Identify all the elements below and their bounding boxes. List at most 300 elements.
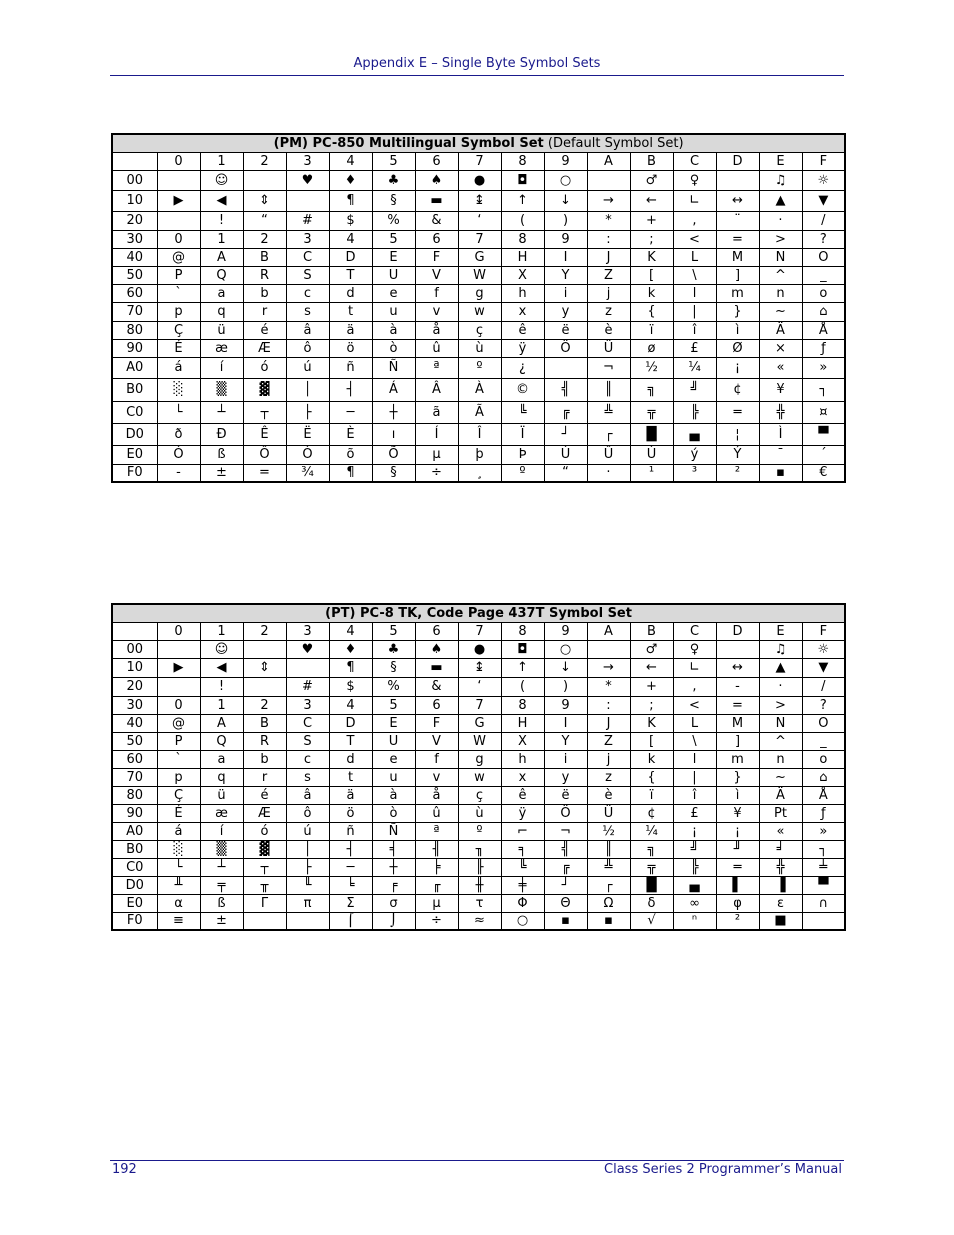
symbol-cell: ╒: [372, 876, 415, 894]
symbol-cell: ø: [630, 339, 673, 357]
symbol-cell: É: [157, 804, 200, 822]
symbol-cell: ¤: [802, 401, 845, 423]
symbol-cell: N: [759, 714, 802, 732]
symbol-cell: |: [673, 768, 716, 786]
table-row: [112, 464, 845, 482]
symbol-cell: Þ: [501, 445, 544, 464]
symbol-cell: î: [673, 321, 716, 339]
symbol-cell: w: [458, 302, 501, 321]
symbol-cell: ù: [458, 804, 501, 822]
symbol-cell: g: [458, 750, 501, 768]
symbol-cell: ■: [759, 912, 802, 930]
symbol-cell: p: [157, 768, 200, 786]
symbol-cell: U: [372, 732, 415, 750]
symbol-cell: D: [329, 714, 372, 732]
symbol-cell: M: [716, 248, 759, 266]
symbol-cell: 2: [243, 696, 286, 714]
symbol-cell: ╝: [673, 840, 716, 858]
symbol-cell: È: [329, 423, 372, 445]
pt-symbol-table: [111, 603, 846, 931]
symbol-cell: î: [673, 786, 716, 804]
table-row: [112, 858, 845, 876]
symbol-cell: (: [501, 211, 544, 230]
symbol-cell: ⌂: [802, 768, 845, 786]
symbol-cell: ╓: [415, 876, 458, 894]
column-header: 3: [286, 152, 329, 170]
corner-cell: [112, 152, 157, 170]
symbol-cell: [243, 677, 286, 696]
table-row: [112, 378, 845, 401]
symbol-cell: E: [372, 714, 415, 732]
symbol-cell: ¶: [329, 190, 372, 211]
symbol-cell: h: [501, 750, 544, 768]
column-header: 2: [243, 152, 286, 170]
symbol-cell: @: [157, 714, 200, 732]
column-header: 9: [544, 152, 587, 170]
symbol-cell: ↑: [501, 190, 544, 211]
symbol-cell: [157, 211, 200, 230]
symbol-cell: Ã: [458, 401, 501, 423]
symbol-cell: “: [243, 211, 286, 230]
symbol-cell: À: [458, 378, 501, 401]
symbol-cell: ¬: [587, 357, 630, 378]
symbol-cell: k: [630, 284, 673, 302]
symbol-cell: Γ: [243, 894, 286, 912]
symbol-cell: -: [716, 677, 759, 696]
symbol-cell: â: [286, 321, 329, 339]
table-row: [112, 284, 845, 302]
header-rule: [110, 75, 844, 76]
symbol-cell: 6: [415, 230, 458, 248]
symbol-cell: ·: [759, 677, 802, 696]
row-label: 80: [112, 786, 157, 804]
table-row: [112, 339, 845, 357]
symbol-cell: $: [329, 677, 372, 696]
symbol-cell: ←: [630, 190, 673, 211]
symbol-cell: U: [372, 266, 415, 284]
symbol-cell: ♥: [286, 170, 329, 190]
symbol-cell: µ: [415, 445, 458, 464]
symbol-cell: ┘: [544, 423, 587, 445]
symbol-cell: ½: [630, 357, 673, 378]
row-label: 50: [112, 266, 157, 284]
column-header: 4: [329, 152, 372, 170]
symbol-cell: L: [673, 714, 716, 732]
symbol-cell: :: [587, 230, 630, 248]
table-row: [112, 640, 845, 658]
symbol-cell: ┴: [200, 858, 243, 876]
symbol-cell: ê: [501, 321, 544, 339]
symbol-cell: <: [673, 230, 716, 248]
symbol-cell: Ñ: [372, 822, 415, 840]
symbol-cell: Â: [415, 378, 458, 401]
symbol-cell: ë: [544, 321, 587, 339]
symbol-cell: u: [372, 302, 415, 321]
column-header: 1: [200, 622, 243, 640]
symbol-cell: «: [759, 822, 802, 840]
symbol-cell: ╠: [673, 858, 716, 876]
symbol-cell: á: [157, 822, 200, 840]
symbol-cell: ╨: [157, 876, 200, 894]
symbol-cell: ▪: [587, 912, 630, 930]
table-row: [112, 840, 845, 858]
symbol-cell: >: [759, 230, 802, 248]
symbol-cell: ║: [587, 840, 630, 858]
symbol-cell: Y: [544, 266, 587, 284]
symbol-cell: W: [458, 732, 501, 750]
symbol-cell: Ý: [716, 445, 759, 464]
symbol-cell: ░: [157, 840, 200, 858]
symbol-cell: ƒ: [802, 339, 845, 357]
symbol-cell: É: [157, 339, 200, 357]
symbol-cell: n: [759, 284, 802, 302]
symbol-cell: ╞: [415, 858, 458, 876]
symbol-cell: Ç: [157, 786, 200, 804]
symbol-cell: ⌠: [329, 912, 372, 930]
row-label: D0: [112, 423, 157, 445]
symbol-cell: [243, 170, 286, 190]
symbol-cell: ¯: [759, 445, 802, 464]
symbol-cell: =: [243, 464, 286, 482]
symbol-cell: %: [372, 677, 415, 696]
symbol-cell: ï: [630, 786, 673, 804]
symbol-cell: ì: [716, 321, 759, 339]
symbol-cell: ¼: [630, 822, 673, 840]
symbol-cell: Ú: [544, 445, 587, 464]
symbol-cell: ã: [415, 401, 458, 423]
symbol-cell: ├: [286, 858, 329, 876]
symbol-cell: S: [286, 732, 329, 750]
table-row: [112, 321, 845, 339]
symbol-cell: !: [200, 211, 243, 230]
symbol-cell: ¼: [673, 357, 716, 378]
symbol-cell: X: [501, 732, 544, 750]
footer-rule: [110, 1160, 844, 1161]
symbol-cell: N: [759, 248, 802, 266]
symbol-cell: $: [329, 211, 372, 230]
symbol-cell: ‘: [458, 211, 501, 230]
symbol-cell: -: [157, 464, 200, 482]
symbol-cell: M: [716, 714, 759, 732]
manual-title: Class Series 2 Programmer’s Manual: [604, 1162, 842, 1177]
symbol-cell: ┐: [802, 378, 845, 401]
symbol-cell: B: [243, 248, 286, 266]
symbol-cell: [157, 677, 200, 696]
symbol-cell: â: [286, 786, 329, 804]
table-row: [112, 894, 845, 912]
symbol-cell: #: [286, 677, 329, 696]
symbol-cell: B: [243, 714, 286, 732]
symbol-cell: j: [587, 284, 630, 302]
symbol-cell: »: [802, 822, 845, 840]
symbol-cell: x: [501, 302, 544, 321]
row-label: E0: [112, 445, 157, 464]
symbol-cell: ←: [630, 658, 673, 677]
column-header: 0: [157, 622, 200, 640]
symbol-cell: 7: [458, 696, 501, 714]
symbol-cell: ╙: [286, 876, 329, 894]
column-header: 6: [415, 622, 458, 640]
symbol-cell: └: [157, 401, 200, 423]
symbol-cell: þ: [458, 445, 501, 464]
symbol-cell: α: [157, 894, 200, 912]
symbol-cell: &: [415, 677, 458, 696]
pt-table-title: [112, 604, 845, 622]
symbol-cell: ): [544, 677, 587, 696]
symbol-cell: ú: [286, 357, 329, 378]
symbol-cell: ♀: [673, 640, 716, 658]
table-row: [112, 658, 845, 677]
symbol-cell: δ: [630, 894, 673, 912]
symbol-cell: 0: [157, 696, 200, 714]
symbol-cell: 2: [243, 230, 286, 248]
symbol-cell: W: [458, 266, 501, 284]
page-header: Appendix E – Single Byte Symbol Sets: [353, 56, 601, 71]
symbol-cell: ═: [716, 858, 759, 876]
symbol-cell: Ü: [587, 339, 630, 357]
row-label: F0: [112, 912, 157, 930]
symbol-cell: X: [501, 266, 544, 284]
table-row: [112, 190, 845, 211]
symbol-cell: ä: [329, 786, 372, 804]
symbol-cell: ┼: [372, 858, 415, 876]
symbol-cell: ▶: [157, 658, 200, 677]
symbol-cell: ╡: [372, 840, 415, 858]
symbol-cell: }: [716, 768, 759, 786]
column-header: F: [802, 622, 845, 640]
symbol-cell: Û: [587, 445, 630, 464]
symbol-cell: ↨: [458, 658, 501, 677]
symbol-cell: ↓: [544, 190, 587, 211]
symbol-cell: ^: [759, 266, 802, 284]
symbol-cell: Á: [372, 378, 415, 401]
symbol-cell: `: [157, 750, 200, 768]
symbol-cell: █: [630, 423, 673, 445]
symbol-cell: O: [802, 714, 845, 732]
symbol-cell: ²: [716, 912, 759, 930]
symbol-cell: ╬: [759, 401, 802, 423]
row-label: 40: [112, 248, 157, 266]
symbol-cell: ☺: [200, 640, 243, 658]
symbol-cell: ╔: [544, 401, 587, 423]
symbol-cell: ♫: [759, 170, 802, 190]
table-row: [112, 804, 845, 822]
row-label: 70: [112, 302, 157, 321]
symbol-cell: :: [587, 696, 630, 714]
symbol-cell: ,: [673, 677, 716, 696]
symbol-cell: ô: [286, 339, 329, 357]
symbol-cell: ╬: [759, 858, 802, 876]
symbol-cell: ÷: [415, 464, 458, 482]
symbol-cell: ¢: [716, 378, 759, 401]
symbol-cell: Å: [802, 786, 845, 804]
symbol-cell: à: [372, 786, 415, 804]
symbol-cell: ◀: [200, 658, 243, 677]
symbol-cell: e: [372, 284, 415, 302]
symbol-cell: é: [243, 786, 286, 804]
symbol-cell: 3: [286, 230, 329, 248]
column-header: B: [630, 622, 673, 640]
table-row: [112, 248, 845, 266]
symbol-cell: ╖: [458, 840, 501, 858]
symbol-cell: ▼: [802, 190, 845, 211]
row-label: 90: [112, 339, 157, 357]
symbol-cell: è: [587, 786, 630, 804]
symbol-cell: ♣: [372, 640, 415, 658]
symbol-cell: /: [802, 211, 845, 230]
symbol-cell: ╘: [329, 876, 372, 894]
symbol-cell: ▼: [802, 658, 845, 677]
symbol-cell: ,: [673, 211, 716, 230]
symbol-cell: σ: [372, 894, 415, 912]
symbol-cell: ¶: [329, 464, 372, 482]
symbol-cell: ü: [200, 786, 243, 804]
symbol-cell: ;: [630, 230, 673, 248]
symbol-cell: ©: [501, 378, 544, 401]
symbol-cell: Å: [802, 321, 845, 339]
table-row: [112, 302, 845, 321]
symbol-cell: ▪: [759, 464, 802, 482]
symbol-cell: ▄: [673, 876, 716, 894]
symbol-cell: r: [243, 302, 286, 321]
row-label: A0: [112, 357, 157, 378]
symbol-cell: y: [544, 302, 587, 321]
symbol-cell: ñ: [329, 822, 372, 840]
symbol-cell: ì: [716, 786, 759, 804]
symbol-cell: Ù: [630, 445, 673, 464]
symbol-cell: ½: [587, 822, 630, 840]
symbol-cell: à: [372, 321, 415, 339]
symbol-cell: Ò: [286, 445, 329, 464]
symbol-cell: ö: [329, 339, 372, 357]
symbol-cell: s: [286, 302, 329, 321]
symbol-cell: ▀: [802, 423, 845, 445]
table-row: [112, 266, 845, 284]
symbol-cell: <: [673, 696, 716, 714]
symbol-cell: v: [415, 302, 458, 321]
column-header: C: [673, 152, 716, 170]
symbol-cell: ▓: [243, 840, 286, 858]
symbol-cell: /: [802, 677, 845, 696]
symbol-cell: Ó: [157, 445, 200, 464]
symbol-cell: └: [157, 858, 200, 876]
column-header: E: [759, 152, 802, 170]
symbol-cell: L: [673, 248, 716, 266]
symbol-cell: ⌂: [802, 302, 845, 321]
symbol-cell: C: [286, 714, 329, 732]
symbol-cell: V: [415, 732, 458, 750]
symbol-cell: τ: [458, 894, 501, 912]
symbol-cell: {: [630, 302, 673, 321]
symbol-cell: g: [458, 284, 501, 302]
symbol-cell: ┬: [243, 401, 286, 423]
symbol-cell: 7: [458, 230, 501, 248]
symbol-cell: j: [587, 750, 630, 768]
symbol-cell: [286, 912, 329, 930]
symbol-cell: ♣: [372, 170, 415, 190]
symbol-cell: F: [415, 714, 458, 732]
symbol-cell: ╪: [501, 876, 544, 894]
symbol-cell: Ä: [759, 321, 802, 339]
symbol-cell: ▐: [759, 876, 802, 894]
symbol-cell: G: [458, 248, 501, 266]
table-row: [112, 696, 845, 714]
symbol-cell: Ï: [501, 423, 544, 445]
symbol-cell: [587, 170, 630, 190]
symbol-cell: Ë: [286, 423, 329, 445]
symbol-cell: £: [673, 339, 716, 357]
row-label: 20: [112, 211, 157, 230]
symbol-cell: ♠: [415, 640, 458, 658]
symbol-cell: h: [501, 284, 544, 302]
symbol-cell: ¿: [501, 357, 544, 378]
symbol-cell: º: [458, 357, 501, 378]
symbol-cell: n: [759, 750, 802, 768]
symbol-cell: i: [544, 750, 587, 768]
symbol-cell: ▒: [200, 840, 243, 858]
column-header: A: [587, 622, 630, 640]
symbol-cell: 5: [372, 696, 415, 714]
row-label: 20: [112, 677, 157, 696]
symbol-cell: a: [200, 750, 243, 768]
row-label: B0: [112, 840, 157, 858]
symbol-cell: R: [243, 266, 286, 284]
table-row: [112, 786, 845, 804]
symbol-cell: │: [286, 840, 329, 858]
symbol-cell: ç: [458, 321, 501, 339]
symbol-cell: ┘: [544, 876, 587, 894]
symbol-cell: 9: [544, 696, 587, 714]
symbol-cell: ♥: [286, 640, 329, 658]
symbol-cell: ♂: [630, 170, 673, 190]
symbol-cell: H: [501, 248, 544, 266]
symbol-cell: ß: [200, 894, 243, 912]
symbol-cell: ╗: [630, 378, 673, 401]
symbol-cell: G: [458, 714, 501, 732]
symbol-cell: \: [673, 266, 716, 284]
symbol-cell: ↑: [501, 658, 544, 677]
symbol-cell: {: [630, 768, 673, 786]
symbol-cell: ç: [458, 786, 501, 804]
column-header: 2: [243, 622, 286, 640]
symbol-cell: Q: [200, 266, 243, 284]
row-label: 60: [112, 750, 157, 768]
symbol-cell: ß: [200, 445, 243, 464]
symbol-cell: V: [415, 266, 458, 284]
symbol-cell: (: [501, 677, 544, 696]
symbol-cell: &: [415, 211, 458, 230]
symbol-cell: é: [243, 321, 286, 339]
symbol-cell: Z: [587, 266, 630, 284]
symbol-cell: o: [802, 750, 845, 768]
symbol-cell: [587, 640, 630, 658]
symbol-cell: µ: [415, 894, 458, 912]
symbol-cell: õ: [329, 445, 372, 464]
symbol-cell: è: [587, 321, 630, 339]
symbol-cell: ┌: [587, 876, 630, 894]
symbol-cell: ï: [630, 321, 673, 339]
symbol-cell: c: [286, 750, 329, 768]
symbol-cell: *: [587, 211, 630, 230]
symbol-cell: £: [673, 804, 716, 822]
column-header: D: [716, 622, 759, 640]
row-label: 00: [112, 640, 157, 658]
symbol-cell: ╦: [630, 858, 673, 876]
symbol-cell: ^: [759, 732, 802, 750]
symbol-cell: §: [372, 658, 415, 677]
pm-title-bold: (PM) PC-850 Multilingual Symbol Set: [273, 135, 544, 151]
symbol-cell: ┴: [200, 401, 243, 423]
